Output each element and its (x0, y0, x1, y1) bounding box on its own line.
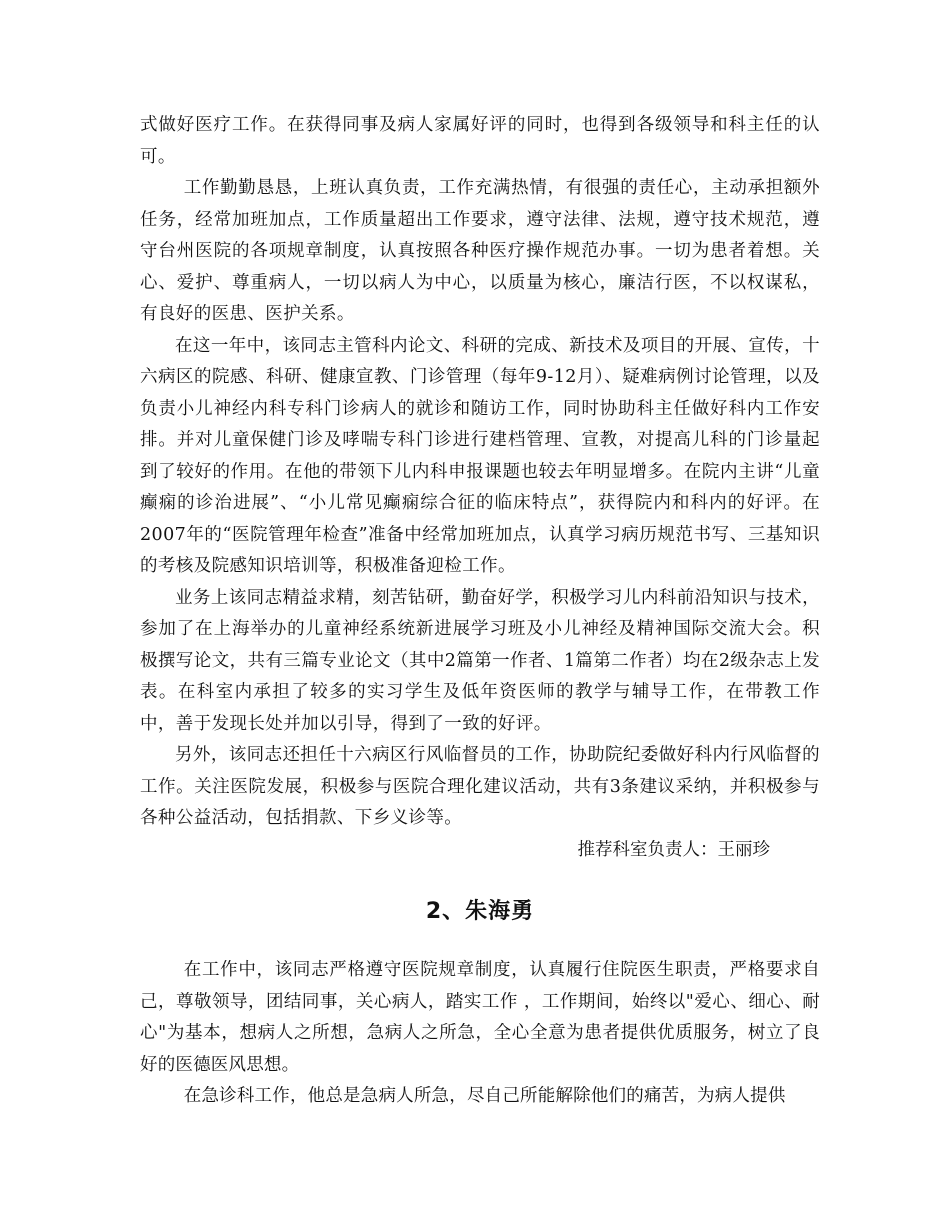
paragraph: 在这一年中，该同志主管科内论文、科研的完成、新技术及项目的开展、宣传，十六病区的院感、科研、健康宣教、门诊管理（每年9-12月）、疑难病例讨论管理，以及负责小儿神经内科专科门诊病人的就诊和随访工作，同时协助科主任做好科内工作安排。并对儿童保健门诊及哮喘专科门诊进行建档管理、宣教，对提高儿科的门诊量起到了较好的作用。在他的带领下儿内科申报课题也较去年明显增多。在院内主讲“儿童癫痫的诊治进展”、“小儿常见癫痫综合征的临床特点”，获得院内和科内的好评。在2007年的“医院管理年检查”准备中经常加班加点，认真学习病历规范书写、三基知识的考核及院感知识培训等，积极准备迎检工作。 (140, 335, 820, 576)
paragraph: 式做好医疗工作。在获得同事及病人家属好评的同时，也得到各级领导和科主任的认可。 (140, 115, 820, 167)
paragraph: 业务上该同志精益求精，刻苦钻研，勤奋好学，积极学习儿内科前沿知识与技术，参加了在上海举办的儿童神经系统新进展学习班及小儿神经及精神国际交流大会。积极撰写论文，共有三篇专业论文（其中2篇第一作者、1篇第二作者）均在2级杂志上发表。在科室内承担了较多的实习学生及低年资医师的教学与辅导工作，在带教工作中，善于发现长处并加以引导，得到了一致的好评。 (140, 587, 820, 734)
signature-line: 推荐科室负责人：王丽珍 (577, 839, 770, 860)
paragraph: 工作勤勤恳恳，上班认真负责，工作充满热情，有很强的责任心，主动承担额外任务，经常加班加点，工作质量超出工作要求，遵守法律、法规，遵守技术规范，遵守台州医院的各项规章制度，认真按照各种医疗操作规范办事。一切为患者着想。关心、爱护、尊重病人，一切以病人为中心，以质量为核心，廉洁行医，不以权谋私，有良好的医患、医护关系。 (140, 178, 820, 324)
paragraph: 在工作中，该同志严格遵守医院规章制度，认真履行住院医生职责，严格要求自己，尊敬领导，团结同事，关心病人，踏实工作 ，工作期间，始终以"爱心、细心、耐心"为基本，想病人之所想，急病人之所急，全心全意为患者提供优质服务，树立了良好的医德医风思想。 (140, 960, 820, 1075)
paragraph: 在急诊科工作，他总是急病人所急，尽自己所能解除他们的痛苦，为病人提供 (183, 1086, 786, 1106)
document-page (140, 110, 820, 1113)
section-heading: 2、朱海勇 (425, 899, 535, 924)
section-2 (140, 955, 820, 1113)
section-1 (140, 110, 820, 866)
paragraph: 另外，该同志还担任十六病区行风临督员的工作，协助院纪委做好科内行风临督的工作。关注医院发展，积极参与医院合理化建议活动，共有3条建议采纳，并积极参与各种公益活动，包括捐款、下乡义诊等。 (140, 745, 820, 828)
